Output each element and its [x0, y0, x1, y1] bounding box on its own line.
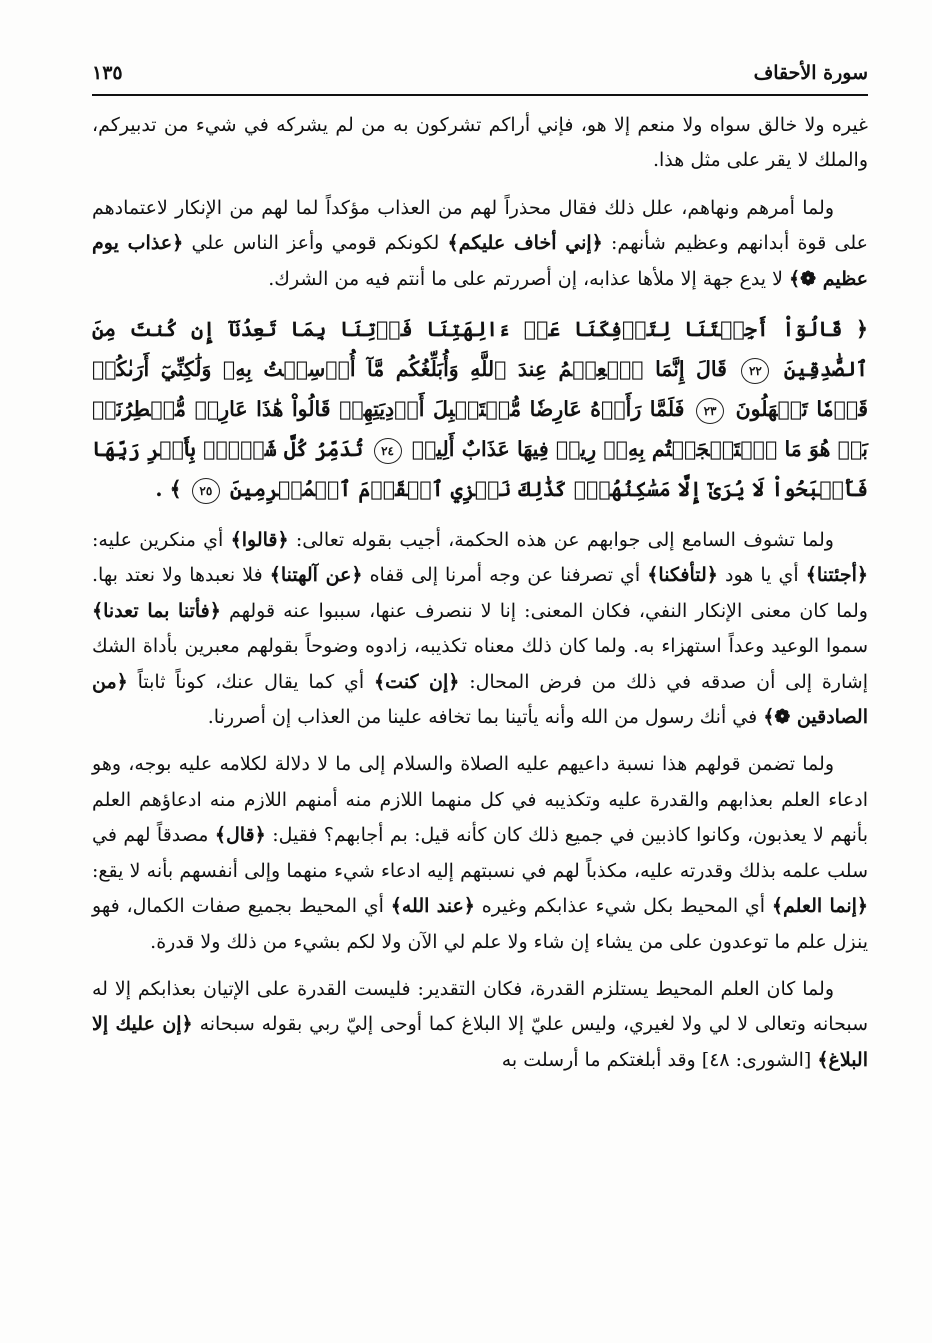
verse-number-marker: ٢٥ — [192, 478, 220, 504]
paragraph-4 — [92, 747, 868, 959]
quran-quote: ﴿قال﴾ — [214, 824, 266, 847]
paragraph-text: فلا نعبدها ولا نعتد بها. ولما كان معنى الإنكار النفي، فكان المعنى: إنا لا ننصرف عنها، سببوا عنه قولهم — [92, 564, 868, 622]
paragraph-3 — [92, 523, 868, 735]
paragraph-text: لا يدع جهة إلا ملأها عذابه، إن أصررتم على ما أنتم فيه من الشرك. — [268, 267, 783, 290]
paragraph-text: أي المحيط بجميع صفات الكمال، فهو ينزل علم ما توعدون على من يشاء إن شاء ولا علم لي الآن ولا لكم بشيء من ذلك ولا قدرة. — [92, 895, 868, 953]
quran-verse-block — [92, 309, 868, 509]
paragraph-text: ولما كان العلم المحيط يستلزم القدرة، فكان التقدير: فليست القدرة على الإتيان بعذابكم إلا له سبحانه وتعالى لا لي ولا لغيري، وليس عليّ إلا البلاغ كما أوحى إليّ ربي بقوله سبحانه — [92, 977, 869, 1036]
quran-quote: ﴿من الصادقين ❁﴾ — [92, 670, 868, 729]
quran-quote: ﴿عذاب يوم عظيم ❁﴾ — [92, 232, 868, 290]
quran-quote: ﴿إني أخاف عليكم﴾ — [447, 232, 603, 255]
paragraph-text: ولما أمرهم ونهاهم، علل ذلك فقال محذراً لهم من العذاب مؤكداً لما لهم من الإنكار لاعتمادهم على قوة أبدانهم وعظيم شأنهم: — [92, 196, 868, 255]
paragraph-text: أي كما يقال عنك، كوناً ثابتاً — [137, 670, 365, 693]
verse-text: قَالَ إِنَّمَا ٱلۡعِلۡمُ عِندَ ٱللَّهِ وَأُبَلِّغُكُم مَّآ أُرۡسِلۡتُ بِهِۦ وَلَٰكِنِّيٓ أَرَىٰكُمۡ قَوۡمٗا تَجۡهَلُونَ — [92, 357, 869, 422]
paragraph-text: أي المحيط بكل شيء عذابكم وغيره — [481, 895, 766, 918]
verse-end-bracket: ﴾ . — [155, 477, 182, 502]
quran-quote: ﴿إن كنت﴾ — [374, 670, 460, 693]
page-number: ١٣٥ — [92, 62, 123, 84]
quran-quote: ﴿فأتنا بما تعدنا﴾ — [92, 599, 221, 622]
paragraph-text: أي منكرين عليه: — [92, 529, 224, 552]
paragraph-text: أي يا هود — [725, 564, 799, 587]
page-body — [92, 108, 868, 1090]
paragraph-text: ولما تشوف السامع إلى جوابهم عن هذه الحكمة، أجيب بقوله تعالى: — [295, 529, 834, 552]
verse-text: ﴿ قَالُوٓاْ أَجِئۡتَنَا لِتَأۡفِكَنَا عَنۡ ءَالِهَتِنَا فَأۡتِنَا بِمَا تَعِدُنَآ إِن كُنتَ مِنَ ٱلصَّٰدِقِينَ — [92, 317, 868, 382]
paragraph-2 — [92, 191, 868, 297]
paragraph-text: سموا الوعيد وعداً استهزاء به. ولما كان ذلك معناه تكذيبه، زادوه وضوحاً بقولهم معبرين بأداة الشك إشارة إلى أن صدقه في ذلك من فرض المحال: — [92, 635, 869, 693]
paragraph-text: ولما تضمن قولهم هذا نسبة داعيهم عليه الصلاة والسلام إلى ما لا دلالة لكلامه عليه بوجه، وهو ادعاء العلم بعذابهم والقدرة عليه وتكذيبه في كل منهما اللازم منه أمنهم اللازم منه ادعاؤهم العلم بأنهم لا يعذبون، وكانوا كاذبين في جميع ذلك كان كأنه قيل: بم أجابهم؟ فقيل: — [92, 753, 868, 847]
verse-number-marker: ٢٣ — [696, 398, 724, 424]
quran-quote: ﴿عند الله﴾ — [390, 895, 475, 918]
paragraph-text: لكونكم قومي وأعز الناس علي — [191, 232, 440, 255]
paragraph-text: في أنك رسول من الله وأنه يأتينا بما تخافه علينا من العذاب إن أصررنا. — [207, 706, 758, 729]
quran-quote: ﴿لتأفكنا﴾ — [647, 564, 718, 587]
quran-quote: ﴿إن عليك إلا البلاغ﴾ — [92, 1013, 868, 1071]
quran-quote: ﴿عن آلهتنا﴾ — [269, 564, 363, 587]
verse-number-marker: ٢٤ — [374, 438, 402, 464]
quran-quote: ﴿قالوا﴾ — [230, 529, 289, 552]
verse-text: تُدَمِّرُ كُلَّ شَيۡءِۭ بِأَمۡرِ رَبِّهَا فَأَصۡبَحُواْ لَا يُرَىٰٓ إِلَّا مَسَٰكِنُهُمۡۚ كَذَٰلِكَ نَجۡزِي ٱلۡقَوۡمَ ٱلۡمُجۡرِمِينَ — [92, 437, 868, 502]
verse-number-marker: ٢٢ — [741, 358, 769, 384]
paragraph-5 — [92, 972, 868, 1078]
surah-title: سورة الأحقاف — [753, 62, 868, 84]
paragraph-1 — [92, 108, 868, 179]
quran-quote: ﴿إنما العلم﴾ — [771, 895, 869, 918]
paragraph-text: مصدقاً لهم في سلب علمه بذلك وقدرته عليه، مكذباً لهم في نسبتهم إليه ادعاء شيء منهما وإلى أنفسهم بأنه لا يقع: — [92, 824, 868, 882]
paragraph-text: [الشورى: ٤٨] وقد أبلغتكم ما أرسلت به — [501, 1048, 812, 1071]
paragraph-text: أي تصرفنا عن وجه أمرنا إلى قفاه — [369, 564, 641, 587]
paragraph-text: غيره ولا خالق سواه ولا منعم إلا هو، فإني أراكم تشركون به من لم يشركه في شيء من تدبيركم، والملك لا يقر على مثل هذا. — [92, 114, 868, 172]
quran-quote: ﴿أجئتنا﴾ — [805, 564, 868, 587]
verse-text: فَلَمَّا رَأَوۡهُ عَارِضٗا مُّسۡتَقۡبِلَ أَوۡدِيَتِهِمۡ قَالُواْ هَٰذَا عَارِضٞ مُّمۡطِرُنَاۚ بَلۡ هُوَ مَا ٱسۡتَعۡجَلۡتُم بِهِۦۖ رِيحٞ فِيهَا عَذَابٌ أَلِيمٞ — [92, 397, 868, 462]
page-header — [92, 58, 868, 96]
